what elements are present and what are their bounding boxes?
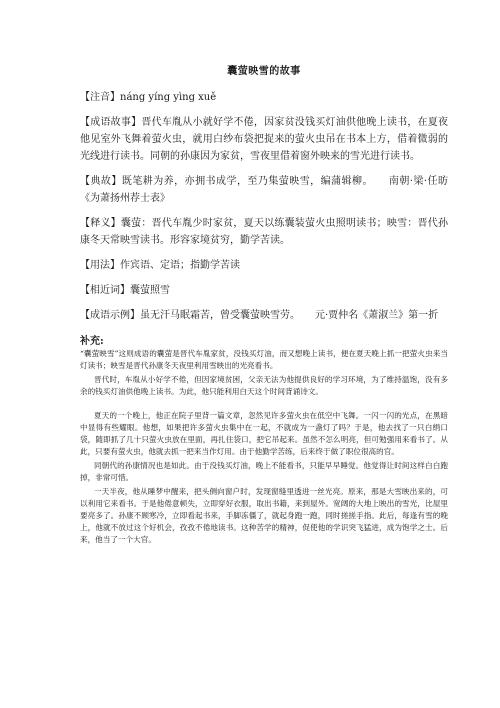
page-title: 囊萤映雪的故事 bbox=[227, 66, 301, 77]
entry-label: 【成语故事】 bbox=[80, 117, 142, 128]
entry-text: 囊萤照雪 bbox=[130, 285, 170, 296]
supplement-paragraph: 一天半夜，他从睡梦中醒来，把头侧向窗户时，发现窗缝里透进一丝光亮。原来，那是大雪映出来的，可以利用它来看书。于是他倦意顿失，立即穿好衣服，取出书籍，来到屋外。宽阔的大地上映出的雪光，比屋里要亮多了。孙康不顾寒冷，立即看起书来，手脚冻僵了，就起身跑一跑，同时搓搓手指。此后，每逢有雪的晚上，他就不放过这个好机会，孜孜不倦地读书。这种苦学的精神，促使他的学识突飞猛进，成为饱学之士。后来，他当了一个大官。 bbox=[80, 487, 448, 544]
entry-text: náng yíng yìng xuě bbox=[120, 92, 217, 103]
entry-example bbox=[80, 307, 448, 324]
entry-meaning bbox=[80, 215, 448, 249]
entry-label: 【用法】 bbox=[80, 260, 120, 271]
entry-label: 【注音】 bbox=[80, 92, 120, 103]
supplement-paragraph: 晋代时，车胤从小好学不倦，但因家境贫困，父亲无法为他提供良好的学习环境，为了维持温饱，没有多余的钱买灯油供他晚上读书。为此，他只能利用白天这个时间背诵诗文。 bbox=[80, 375, 448, 396]
entry-label: 【释义】 bbox=[80, 218, 121, 229]
entry-text: 晋代车胤从小就好学不倦，因家贫没钱买灯油供他晚上读书，在夏夜他见室外飞舞着萤火虫，就用白纱布袋把捉来的萤火虫吊在书本上方，借着微弱的光线进行读书。同朝的孙康因为家贫，雪夜里借着窗外映来的雪光进行读书。 bbox=[80, 117, 449, 162]
supplement-heading: 补充: bbox=[80, 336, 104, 347]
entry-story bbox=[80, 114, 448, 165]
supplement-paragraph: 夏天的一个晚上，他正在院子里背一篇文章，忽然见许多萤火虫在低空中飞舞。一闪一闪的光点，在黑暗中显得有些耀眼。他想，如果把许多萤火虫集中在一起，不就成为一盏灯了吗？于是，他去找了一只白绢口袋，随即抓了几十只萤火虫放在里面，再扎住袋口，把它吊起来。虽然不怎么明亮，但可勉强用来看书了。从此，只要有萤火虫，他就去抓一把来当作灯用。由于他勤学苦练，后来终于做了职位很高的官。 bbox=[80, 411, 448, 456]
entry-label: 【典故】 bbox=[80, 176, 122, 187]
entry-label: 【成语示例】 bbox=[80, 310, 140, 321]
entry-text: 囊萤：晋代车胤少时家贫，夏天以练囊装萤火虫照明读书；映雪：晋代孙康冬天常映雪读书。形容家境贫穷，勤学苦读。 bbox=[80, 218, 449, 246]
entry-text: 作宾语、定语；指勤学苦读 bbox=[120, 260, 240, 271]
entry-usage bbox=[80, 257, 448, 274]
supplement-paragraph: 同朝代的孙康情况也是如此。由于没钱买灯油，晚上不能看书，只能早早睡觉。他觉得让时间这样白白跑掉，非常可惜。 bbox=[80, 461, 448, 482]
entry-text: 虽无汗马眠霜苦，曾受囊萤映雪劳。 元·贾仲名《萧淑兰》第一折 bbox=[140, 310, 439, 321]
entry-text: 既笔耕为养，亦拥书成学，至乃集萤映雪，编蒲辑柳。 南朝·梁·任昉《为萧扬州荐士表》 bbox=[80, 176, 449, 204]
entry-synonym bbox=[80, 282, 448, 299]
entry-label: 【相近词】 bbox=[80, 285, 130, 296]
entry-pinyin bbox=[80, 89, 448, 106]
entry-allusion bbox=[80, 173, 448, 207]
supplement-paragraph: “囊萤映雪”这则成语的囊萤是晋代车胤家贫，没钱买灯油，而又想晚上读书，便在夏天晚上抓一把萤火虫来当灯读书；映雪是晋代孙康冬天夜里利用雪映出的光亮看书。 bbox=[80, 349, 448, 370]
